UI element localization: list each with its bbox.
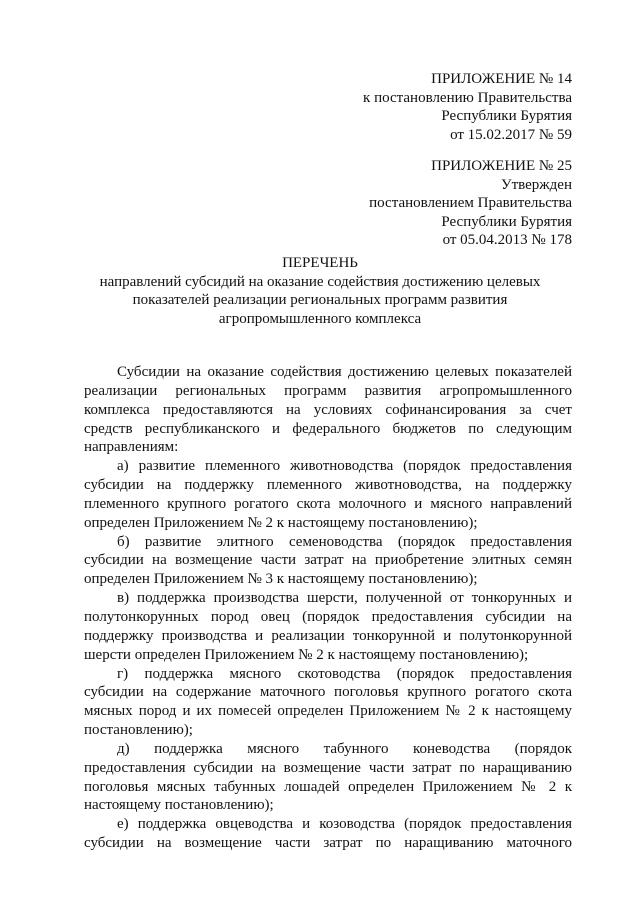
paragraph-line: субсидии на возмещение части затрат по наращиванию маточного bbox=[84, 835, 572, 852]
appendix-14-line: ПРИЛОЖЕНИЕ № 14 bbox=[431, 71, 572, 87]
paragraph-line: шерсти определен Приложением № 2 к настоящему постановлению); bbox=[84, 646, 529, 663]
appendix-25-line: Республики Бурятия bbox=[441, 213, 572, 230]
title-subtitle-line: направлений субсидий на оказание содействия достижению целевых bbox=[99, 273, 541, 290]
paragraph-line: средств республиканского и федерального бюджетов по следующим bbox=[84, 420, 572, 437]
paragraph-line: субсидии на поддержку племенного животноводства, на поддержку bbox=[84, 477, 572, 494]
appendix-25-line: постановлением Правительства bbox=[369, 195, 572, 211]
document-title bbox=[60, 254, 580, 329]
paragraph-line: е) поддержка овцеводства и козоводства (порядок предоставления bbox=[117, 816, 572, 833]
paragraph-line: определен Приложением № 3 к настоящему постановлению); bbox=[84, 571, 478, 588]
body-paragraph bbox=[84, 363, 572, 457]
title-heading: ПЕРЕЧЕНЬ bbox=[282, 255, 358, 271]
appendix-14-line: к постановлению Правительства bbox=[363, 89, 572, 106]
paragraph-line: мясных пород и их помесей определен Приложением № 2 к настоящему bbox=[84, 703, 572, 720]
paragraph-line: комплекса предоставляются на условиях софинансирования за счет bbox=[84, 401, 572, 418]
paragraph-line: реализации региональных программ развития агропромышленного bbox=[84, 382, 572, 399]
title-subtitle-line: агропромышленного комплекса bbox=[218, 311, 422, 328]
paragraph-line: определен Приложением № 2 к настоящему постановлению); bbox=[84, 514, 478, 531]
body-paragraph bbox=[84, 457, 572, 532]
paragraph-line: направлениям: bbox=[84, 439, 179, 456]
paragraph-line: постановлению); bbox=[84, 722, 193, 739]
body-paragraph bbox=[84, 589, 572, 664]
appendix-14-line: от 15.02.2017 № 59 bbox=[450, 126, 572, 143]
document-body bbox=[84, 363, 572, 853]
appendix-25-header bbox=[369, 157, 572, 250]
paragraph-line: субсидии на возмещение части затрат на приобретение элитных семян bbox=[84, 552, 572, 569]
paragraph-line: полутонкорунных пород овец (порядок предоставления субсидии на bbox=[84, 608, 572, 625]
paragraph-line: племенного крупного рогатого скота молочного и мясного направлений bbox=[84, 495, 572, 512]
paragraph-line: д) поддержка мясного табунного коневодства (порядок bbox=[117, 740, 572, 757]
appendix-14-header bbox=[363, 70, 572, 144]
paragraph-line: а) развитие племенного животноводства (порядок предоставления bbox=[117, 458, 572, 475]
paragraph-line: в) поддержка производства шерсти, полученной от тонкорунных и bbox=[117, 590, 572, 607]
paragraph-line: Субсидии на оказание содействия достижению целевых показателей bbox=[117, 364, 572, 380]
appendix-14-line: Республики Бурятия bbox=[441, 108, 572, 124]
paragraph-line: поголовья мясных табунных лошадей определен Приложением № 2 к bbox=[84, 778, 572, 795]
body-paragraph bbox=[84, 533, 572, 590]
body-paragraph bbox=[84, 815, 572, 853]
paragraph-line: предоставления субсидии на возмещение части затрат по наращиванию bbox=[84, 759, 572, 776]
appendix-25-line: Утвержден bbox=[500, 176, 572, 193]
paragraph-line: б) развитие элитного семеноводства (порядок предоставления bbox=[117, 533, 572, 550]
paragraph-line: г) поддержка мясного скотоводства (порядок предоставления bbox=[117, 665, 572, 682]
title-subtitle-line: показателей реализации региональных программ развития bbox=[132, 292, 508, 309]
appendix-25-line: от 05.04.2013 № 178 bbox=[442, 232, 572, 248]
body-paragraph bbox=[84, 665, 572, 740]
paragraph-line: поддержку производства и реализации тонкорунной и полутонкорунной bbox=[84, 627, 572, 644]
appendix-25-line: ПРИЛОЖЕНИЕ № 25 bbox=[431, 158, 572, 174]
paragraph-line: субсидии на содержание маточного поголовья крупного рогатого скота bbox=[84, 684, 572, 701]
paragraph-line: настоящему постановлению); bbox=[84, 797, 274, 814]
body-paragraph bbox=[84, 740, 572, 815]
